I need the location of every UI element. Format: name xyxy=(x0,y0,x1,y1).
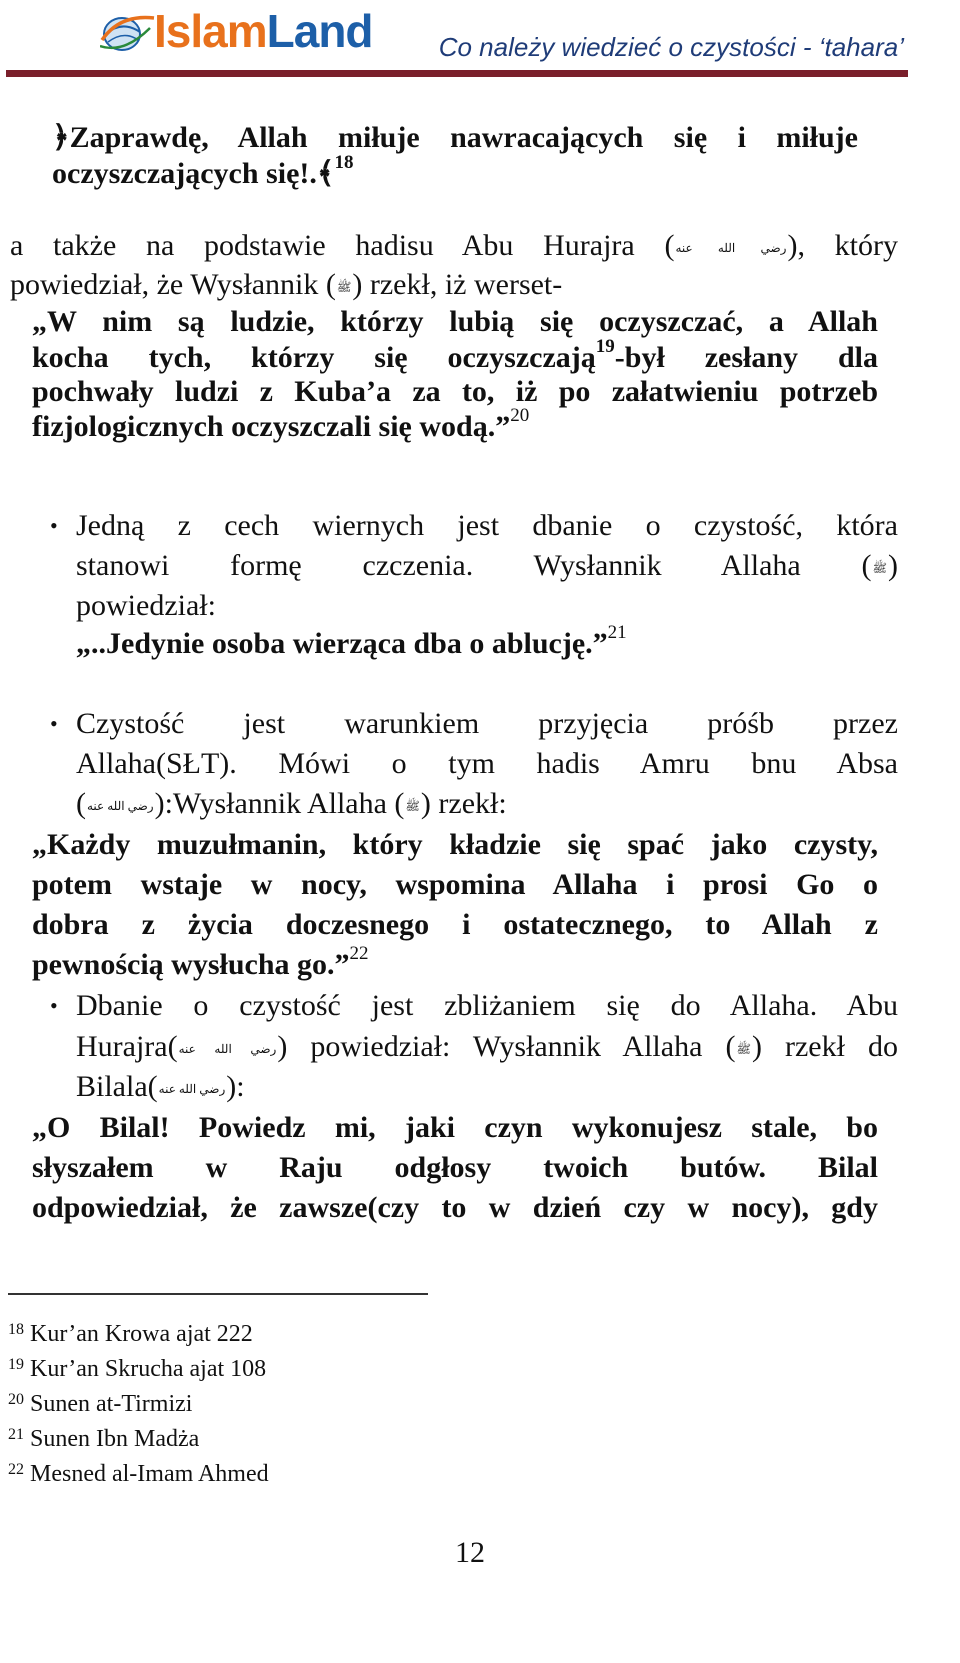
footnote-ref[interactable]: 22 xyxy=(349,943,369,964)
footnote-number: 21 xyxy=(8,1426,24,1443)
hadith-quote-line: pewnością wysłucha go.”$^{22}$ xyxy=(32,943,369,981)
footnote-number: 18 xyxy=(8,1321,24,1338)
honorific-companion-icon: رضي الله عنه xyxy=(675,241,787,255)
hadith-quote-line: dobra z życia doczesnego i ostatecznego, to Allah z xyxy=(32,908,878,941)
logo-land: Land xyxy=(266,5,373,57)
honorific-prophet-icon: ﷺ xyxy=(405,799,420,813)
honorific-prophet-icon: ﷺ xyxy=(336,280,352,294)
bullet-text-line: Jedną z cech wiernych jest dbanie o czystość, która xyxy=(76,509,898,542)
bullet-text-line: (رضي الله عنه):Wysłannik Allaha (ﷺ) rzekł: xyxy=(76,787,507,820)
footnote-text: Sunen at-Tirmizi xyxy=(30,1391,193,1417)
footnote-text: Kur’an Krowa ajat 222 xyxy=(30,1321,253,1347)
logo-islam: Islam xyxy=(154,5,267,57)
footnote xyxy=(8,1420,199,1454)
paragraph-line: powiedział, że Wysłannik (ﷺ) rzekł, iż werset- xyxy=(10,268,563,301)
verse-line: ﴿Zaprawdę, Allah miłuje nawracających się i miłuje xyxy=(52,121,858,154)
honorific-prophet-icon: ﷺ xyxy=(736,1042,751,1056)
hadith-quote-line: „..Jedynie osoba wierząca dba o ablucję.”$^{21}$ xyxy=(76,622,627,660)
page-header xyxy=(0,0,960,90)
footnote-number: 22 xyxy=(8,1461,24,1478)
honorific-prophet-icon: ﷺ xyxy=(872,561,887,575)
footnote-ref[interactable]: 21 xyxy=(607,622,627,643)
bullet-text-line: Czystość jest warunkiem przyjęcia próśb przez xyxy=(76,707,898,740)
footnote-ref[interactable]: 20 xyxy=(510,405,530,426)
bullet-marker: • xyxy=(50,711,58,736)
bullet-text-line: Bilala(رضي الله عنه): xyxy=(76,1070,245,1103)
hadith-quote-line: „O Bilal! Powiedz mi, jaki czyn wykonujesz stale, bo xyxy=(32,1111,878,1144)
honorific-companion-icon: رضي الله عنه xyxy=(158,1082,226,1096)
bullet-marker: • xyxy=(50,993,58,1018)
footnote xyxy=(8,1350,266,1384)
hadith-quote-line: „Każdy muzułmanin, który kładzie się spać jako czysty, xyxy=(32,828,878,861)
hadith-quote-line: słyszałem w Raju odgłosy twoich butów. Bilal xyxy=(32,1151,878,1184)
hadith-quote-line: kocha tych, którzy się oczyszczają$^{19}$-był zesłany dla xyxy=(32,336,878,374)
bullet-text-line: Dbanie o czystość jest zbliżaniem się do Allaha. Abu xyxy=(76,989,898,1022)
footnote xyxy=(8,1385,192,1419)
footnote-divider xyxy=(8,1293,428,1295)
header-divider xyxy=(6,70,908,77)
logo-wordmark xyxy=(154,6,373,56)
footnote xyxy=(8,1455,269,1489)
verse-line: oczyszczających się!.﴾$^{18}$ xyxy=(52,152,354,190)
footnote-ref[interactable]: 19 xyxy=(595,336,615,357)
bullet-text-line: stanowi formę czczenia. Wysłannik Allaha (ﷺ) xyxy=(76,549,898,582)
footnote-number: 19 xyxy=(8,1356,24,1373)
hadith-quote-line: potem wstaje w nocy, wspomina Allaha i prosi Go o xyxy=(32,868,878,901)
page-number: 12 xyxy=(455,1536,485,1569)
document-title: Co należy wiedzieć o czystości - ‘tahara’ xyxy=(438,32,904,62)
bullet-text-line: Allaha(SŁT). Mówi o tym hadis Amru bnu Absa xyxy=(76,747,898,780)
ornate-bracket-open-icon: ﴿ xyxy=(52,121,70,154)
footnote-ref[interactable]: 18 xyxy=(334,152,354,173)
hadith-quote-line: odpowiedział, że zawsze(czy to w dzień czy w nocy), gdy xyxy=(32,1191,878,1224)
footnote-text: Kur’an Skrucha ajat 108 xyxy=(30,1356,267,1382)
footnote-text: Sunen Ibn Madża xyxy=(30,1426,200,1452)
paragraph-line: a także na podstawie hadisu Abu Hurajra (رضي الله عنه), który xyxy=(10,229,898,262)
hadith-quote-line: pochwały ludzi z Kuba’a za to, iż po załatwieniu potrzeb xyxy=(32,375,878,408)
footnote-text: Mesned al-Imam Ahmed xyxy=(30,1461,269,1487)
honorific-companion-icon: رضي الله عنه xyxy=(178,1042,277,1056)
hadith-quote-line: fizjologicznych oczyszczali się wodą.”$^{20}$ xyxy=(32,405,530,443)
honorific-companion-icon: رضي الله عنه xyxy=(87,799,154,813)
globe-logo-icon xyxy=(100,10,160,54)
hadith-quote-line: „W nim są ludzie, którzy lubią się oczyszczać, a Allah xyxy=(32,305,878,338)
ornate-bracket-close-icon: ﴾ xyxy=(316,157,335,190)
bullet-marker: • xyxy=(50,513,58,538)
footnote-number: 20 xyxy=(8,1391,24,1408)
bullet-text-line: Hurajra(رضي الله عنه) powiedział: Wysłannik Allaha (ﷺ) rzekł do xyxy=(76,1030,898,1063)
footnote xyxy=(8,1315,253,1349)
bullet-text-line: powiedział: xyxy=(76,589,216,622)
